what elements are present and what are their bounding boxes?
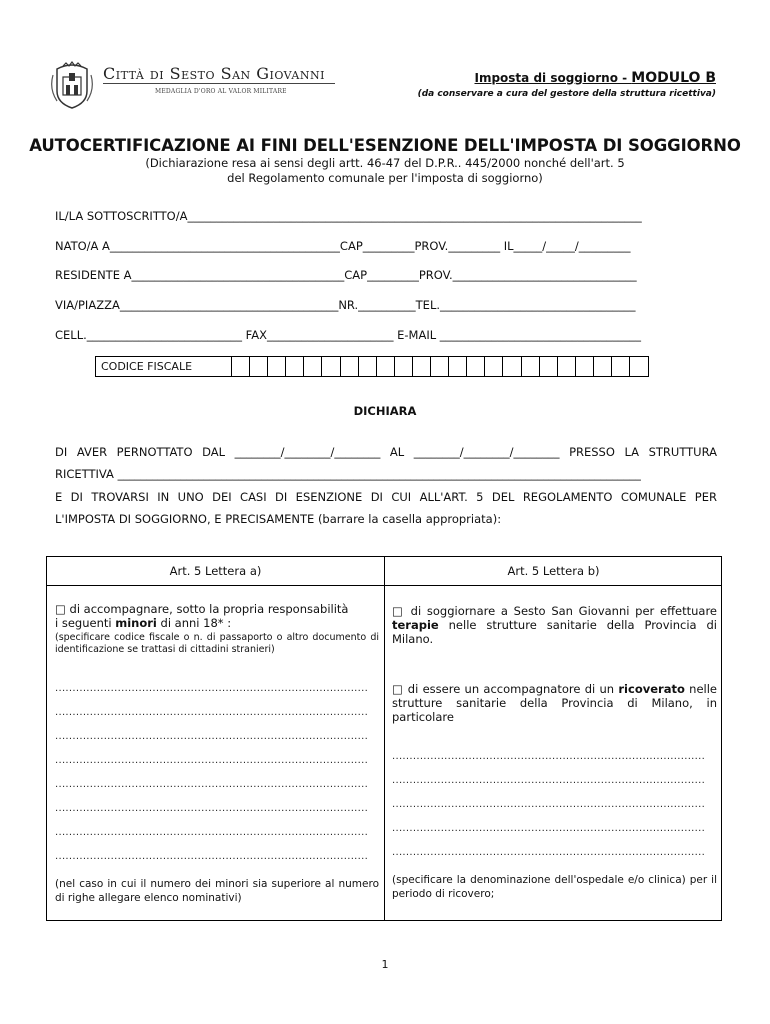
cf-cell[interactable]: [413, 357, 431, 376]
field-residenza[interactable]: RESIDENTE A_____________________________________CAP_________PROV.________________________________: [55, 268, 637, 282]
minori-footer-note: (nel caso in cui il numero dei minori sia superiore al numero di righe allegare elenco nominativi): [55, 878, 379, 904]
codice-fiscale-label: CODICE FISCALE: [96, 357, 232, 376]
minore-line[interactable]: ..........................................................................................: [55, 827, 369, 838]
cf-cell[interactable]: [594, 357, 612, 376]
column-divider: [384, 557, 385, 920]
minore-line[interactable]: ..........................................................................................: [55, 755, 369, 766]
ospedale-line[interactable]: ..........................................................................................: [392, 799, 706, 810]
city-subtitle: MEDAGLIA D'ORO AL VALOR MILITARE: [155, 88, 287, 95]
option-minori[interactable]: [55, 602, 379, 630]
minore-line[interactable]: ..........................................................................................: [55, 707, 369, 718]
option-terapie[interactable]: [392, 604, 717, 646]
header-divider: [47, 585, 721, 586]
terapie-post: nelle strutture sanitarie della Provincia di Milano.: [392, 618, 717, 646]
modulo-prefix: Imposta di soggiorno -: [474, 71, 632, 85]
minore-line[interactable]: ..........................................................................................: [55, 731, 369, 742]
column-header-a: Art. 5 Lettera a): [169, 564, 262, 578]
cf-cell[interactable]: [612, 357, 630, 376]
cf-cell[interactable]: [522, 357, 540, 376]
ospedale-line[interactable]: ..........................................................................................: [392, 823, 706, 834]
minori-pre: i seguenti: [55, 616, 116, 630]
cf-cell[interactable]: [322, 357, 340, 376]
document-title: AUTOCERTIFICAZIONE AI FINI DELL'ESENZIONE DELL'IMPOSTA DI SOGGIORNO: [29, 136, 741, 155]
cf-cell[interactable]: [359, 357, 377, 376]
minori-post: di anni 18* :: [156, 616, 232, 630]
declaration-dates[interactable]: DI AVER PERNOTTATO DAL ________/________/________ AL ________/________/________ PRESSO LA STRUTTURA: [55, 445, 717, 459]
minore-line[interactable]: ..........................................................................................: [55, 779, 369, 790]
modulo-note: (da conservare a cura del gestore della struttura ricettiva): [417, 89, 716, 99]
ospedale-footer-note: (specificare la denominazione dell'ospedale e/o clinica) per il periodo di ricovero;: [392, 874, 717, 900]
subtitle-line-1: (Dichiarazione resa ai sensi degli artt. 46-47 del D.P.R.. 445/2000 nonché dell'art. 5: [145, 156, 625, 170]
cf-cell[interactable]: [540, 357, 558, 376]
field-contatti[interactable]: CELL.___________________________ FAX______________________ E-MAIL ___________________________________: [55, 328, 642, 342]
ospedale-line[interactable]: ..........................................................................................: [392, 847, 706, 858]
page-number: 1: [381, 958, 389, 971]
ricoverato-bold: ricoverato: [618, 682, 685, 696]
minore-line[interactable]: ..........................................................................................: [55, 851, 369, 862]
column-header-b: Art. 5 Lettera b): [507, 564, 600, 578]
cf-cell[interactable]: [576, 357, 594, 376]
cf-cell[interactable]: [485, 357, 503, 376]
option-ricoverato[interactable]: [392, 682, 717, 724]
ospedale-line[interactable]: ..........................................................................................: [392, 751, 706, 762]
declaration-text-2: L'IMPOSTA DI SOGGIORNO, E PRECISAMENTE (barrare la casella appropriata):: [55, 512, 502, 526]
ricoverato-post: nelle strutture sanitarie della Provincia di Milano, in particolare: [392, 682, 717, 724]
minore-line[interactable]: ..........................................................................................: [55, 683, 369, 694]
cf-cell[interactable]: [431, 357, 449, 376]
minore-line[interactable]: ..........................................................................................: [55, 803, 369, 814]
field-nascita[interactable]: NATO/A A________________________________________CAP_________PROV._________ IL_____/_____/_________: [55, 239, 631, 253]
exemption-table: [46, 556, 722, 921]
subtitle-line-2: del Regolamento comunale per l'imposta di soggiorno): [227, 171, 543, 185]
cf-cell[interactable]: [395, 357, 413, 376]
cf-cell[interactable]: [377, 357, 395, 376]
codice-fiscale-field[interactable]: [95, 356, 649, 377]
modulo-code: MODULO B: [631, 70, 716, 86]
cf-cell[interactable]: [630, 357, 648, 376]
cf-cell[interactable]: [449, 357, 467, 376]
ricoverato-pre: □ di essere un accompagnatore di un: [392, 682, 619, 696]
field-sottoscritto[interactable]: IL/LA SOTTOSCRITTO/A_______________________________________________________________________________: [55, 209, 642, 223]
declaration-text-1: E DI TROVARSI IN UNO DEI CASI DI ESENZIONE DI CUI ALL'ART. 5 DEL REGOLAMENTO COMUNALE PER: [55, 490, 717, 504]
cf-cell[interactable]: [232, 357, 250, 376]
cf-cell[interactable]: [268, 357, 286, 376]
ospedale-line[interactable]: ..........................................................................................: [392, 775, 706, 786]
field-indirizzo[interactable]: VIA/PIAZZA______________________________________NR.__________TEL.__________________________________: [55, 298, 636, 312]
cf-cell[interactable]: [341, 357, 359, 376]
city-name: Città di Sesto San Giovanni: [103, 64, 325, 83]
cf-cell[interactable]: [250, 357, 268, 376]
minori-note: (specificare codice fiscale o n. di passaporto o altro documento di identificazione se trattasi di cittadini stranieri): [55, 632, 379, 655]
document-subtitle: [0, 156, 770, 186]
city-name-underline: [103, 83, 335, 84]
cf-cell[interactable]: [503, 357, 521, 376]
modulo-label: [474, 70, 716, 86]
minori-bold: minori: [115, 616, 157, 630]
cf-cell[interactable]: [304, 357, 322, 376]
terapie-bold: terapie: [392, 618, 439, 632]
cf-cell[interactable]: [467, 357, 485, 376]
option-minori-line-2: [55, 616, 379, 630]
dichiara-heading: DICHIARA: [353, 404, 417, 418]
cf-cell[interactable]: [286, 357, 304, 376]
declaration-struttura[interactable]: RICETTIVA ___________________________________________________________________________________________: [55, 467, 641, 481]
terapie-pre: □ di soggiornare a Sesto San Giovanni per effettuare: [392, 604, 717, 618]
cf-cell[interactable]: [558, 357, 576, 376]
option-minori-line-1: □ di accompagnare, sotto la propria responsabilità: [55, 602, 349, 616]
city-crest-logo: [49, 61, 95, 109]
